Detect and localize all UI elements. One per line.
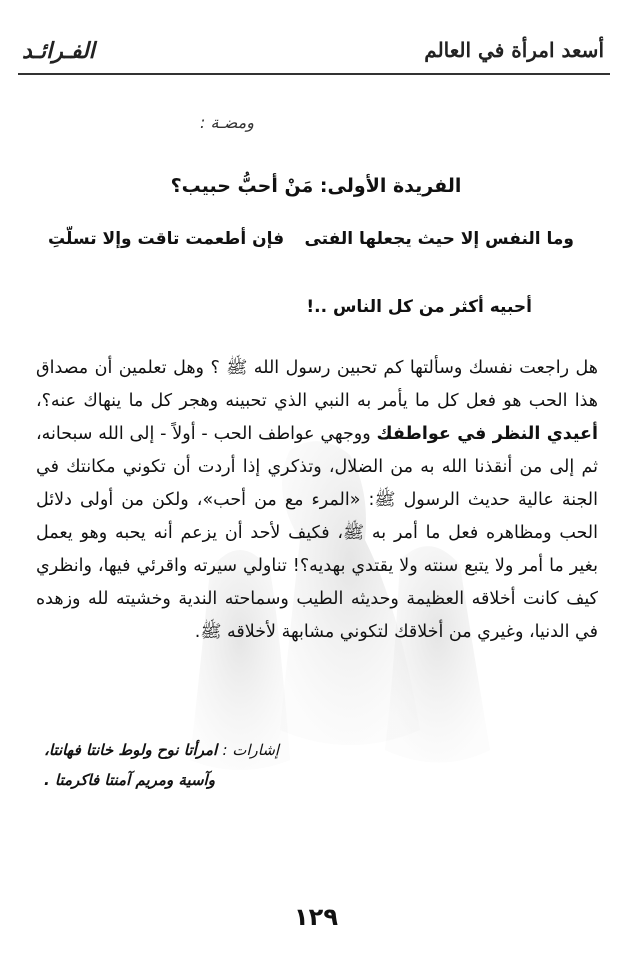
body-text-part-1: هل راجعت نفسك وسألتها كم تحبين رسول الله ﷺ ؟ وهل تعلمين أن مصداق هذا الحب هو فعل كل ما يأمر به النبي الذي تحبينه وهجر كل ما ينهاك عنه؟، [36, 358, 598, 411]
verse-second-hemistich: فإن أطعمت تاقت وإلا تسلّتِ [48, 229, 285, 249]
body-text-part-2: ووجهي عواطف الحب - أولاً - إلى الله سبحانه، ثم إلى من أنقذنا الله به من الضلال، وتذكري إذا أردت أن تكوني مكانتك في الجنة عالية حديث الرسول ﷺ: «المرء مع من أحب»، ولكن من أولى دلائل الحب ومظاهره فعل ما أمر به ﷺ، فكيف لأحد أن يزعم أنه يحبه وهو يعمل بغير ما أمر ولا يتبع سنته ولا يقتدي بهديه؟! تناولي سيرته واقرئي فيها، وانظري كيف كانت أخلاقه العظيمة وحديثه الطيب وسماحته الندية وخشيته لله وزهده في الدنيا، وغيري من أخلاقك لتكوني مشابهة لأخلاقه ﷺ. [36, 424, 598, 642]
book-title: أسعد امرأة في العالم [424, 38, 604, 62]
subheading: أحبيه أكثر من كل الناس ..! [306, 297, 532, 317]
notes-line-1 [44, 735, 404, 765]
book-section-title: الفـرائـد [22, 38, 95, 64]
body-highlight: أعيدي النظر في عواطفك [376, 424, 598, 444]
chapter-title: الفريدة الأولى: مَنْ أحبُّ حبيب؟ [170, 175, 462, 197]
notes-block [44, 735, 404, 795]
verse-first-hemistich: وما النفس إلا حيث يجعلها الفتى [304, 229, 574, 249]
page-number: ١٢٩ [294, 903, 338, 931]
notes-line-2: وآسية ومريم آمنتا فاكرمتا . [44, 771, 215, 789]
body-paragraph [36, 352, 598, 649]
header-rule [18, 73, 610, 75]
notes-text-1: امرأتا نوح ولوط خانتا فهانتا، [44, 741, 218, 759]
notes-label: إشارات : [222, 741, 280, 759]
section-label: ومضـة : [200, 113, 254, 132]
